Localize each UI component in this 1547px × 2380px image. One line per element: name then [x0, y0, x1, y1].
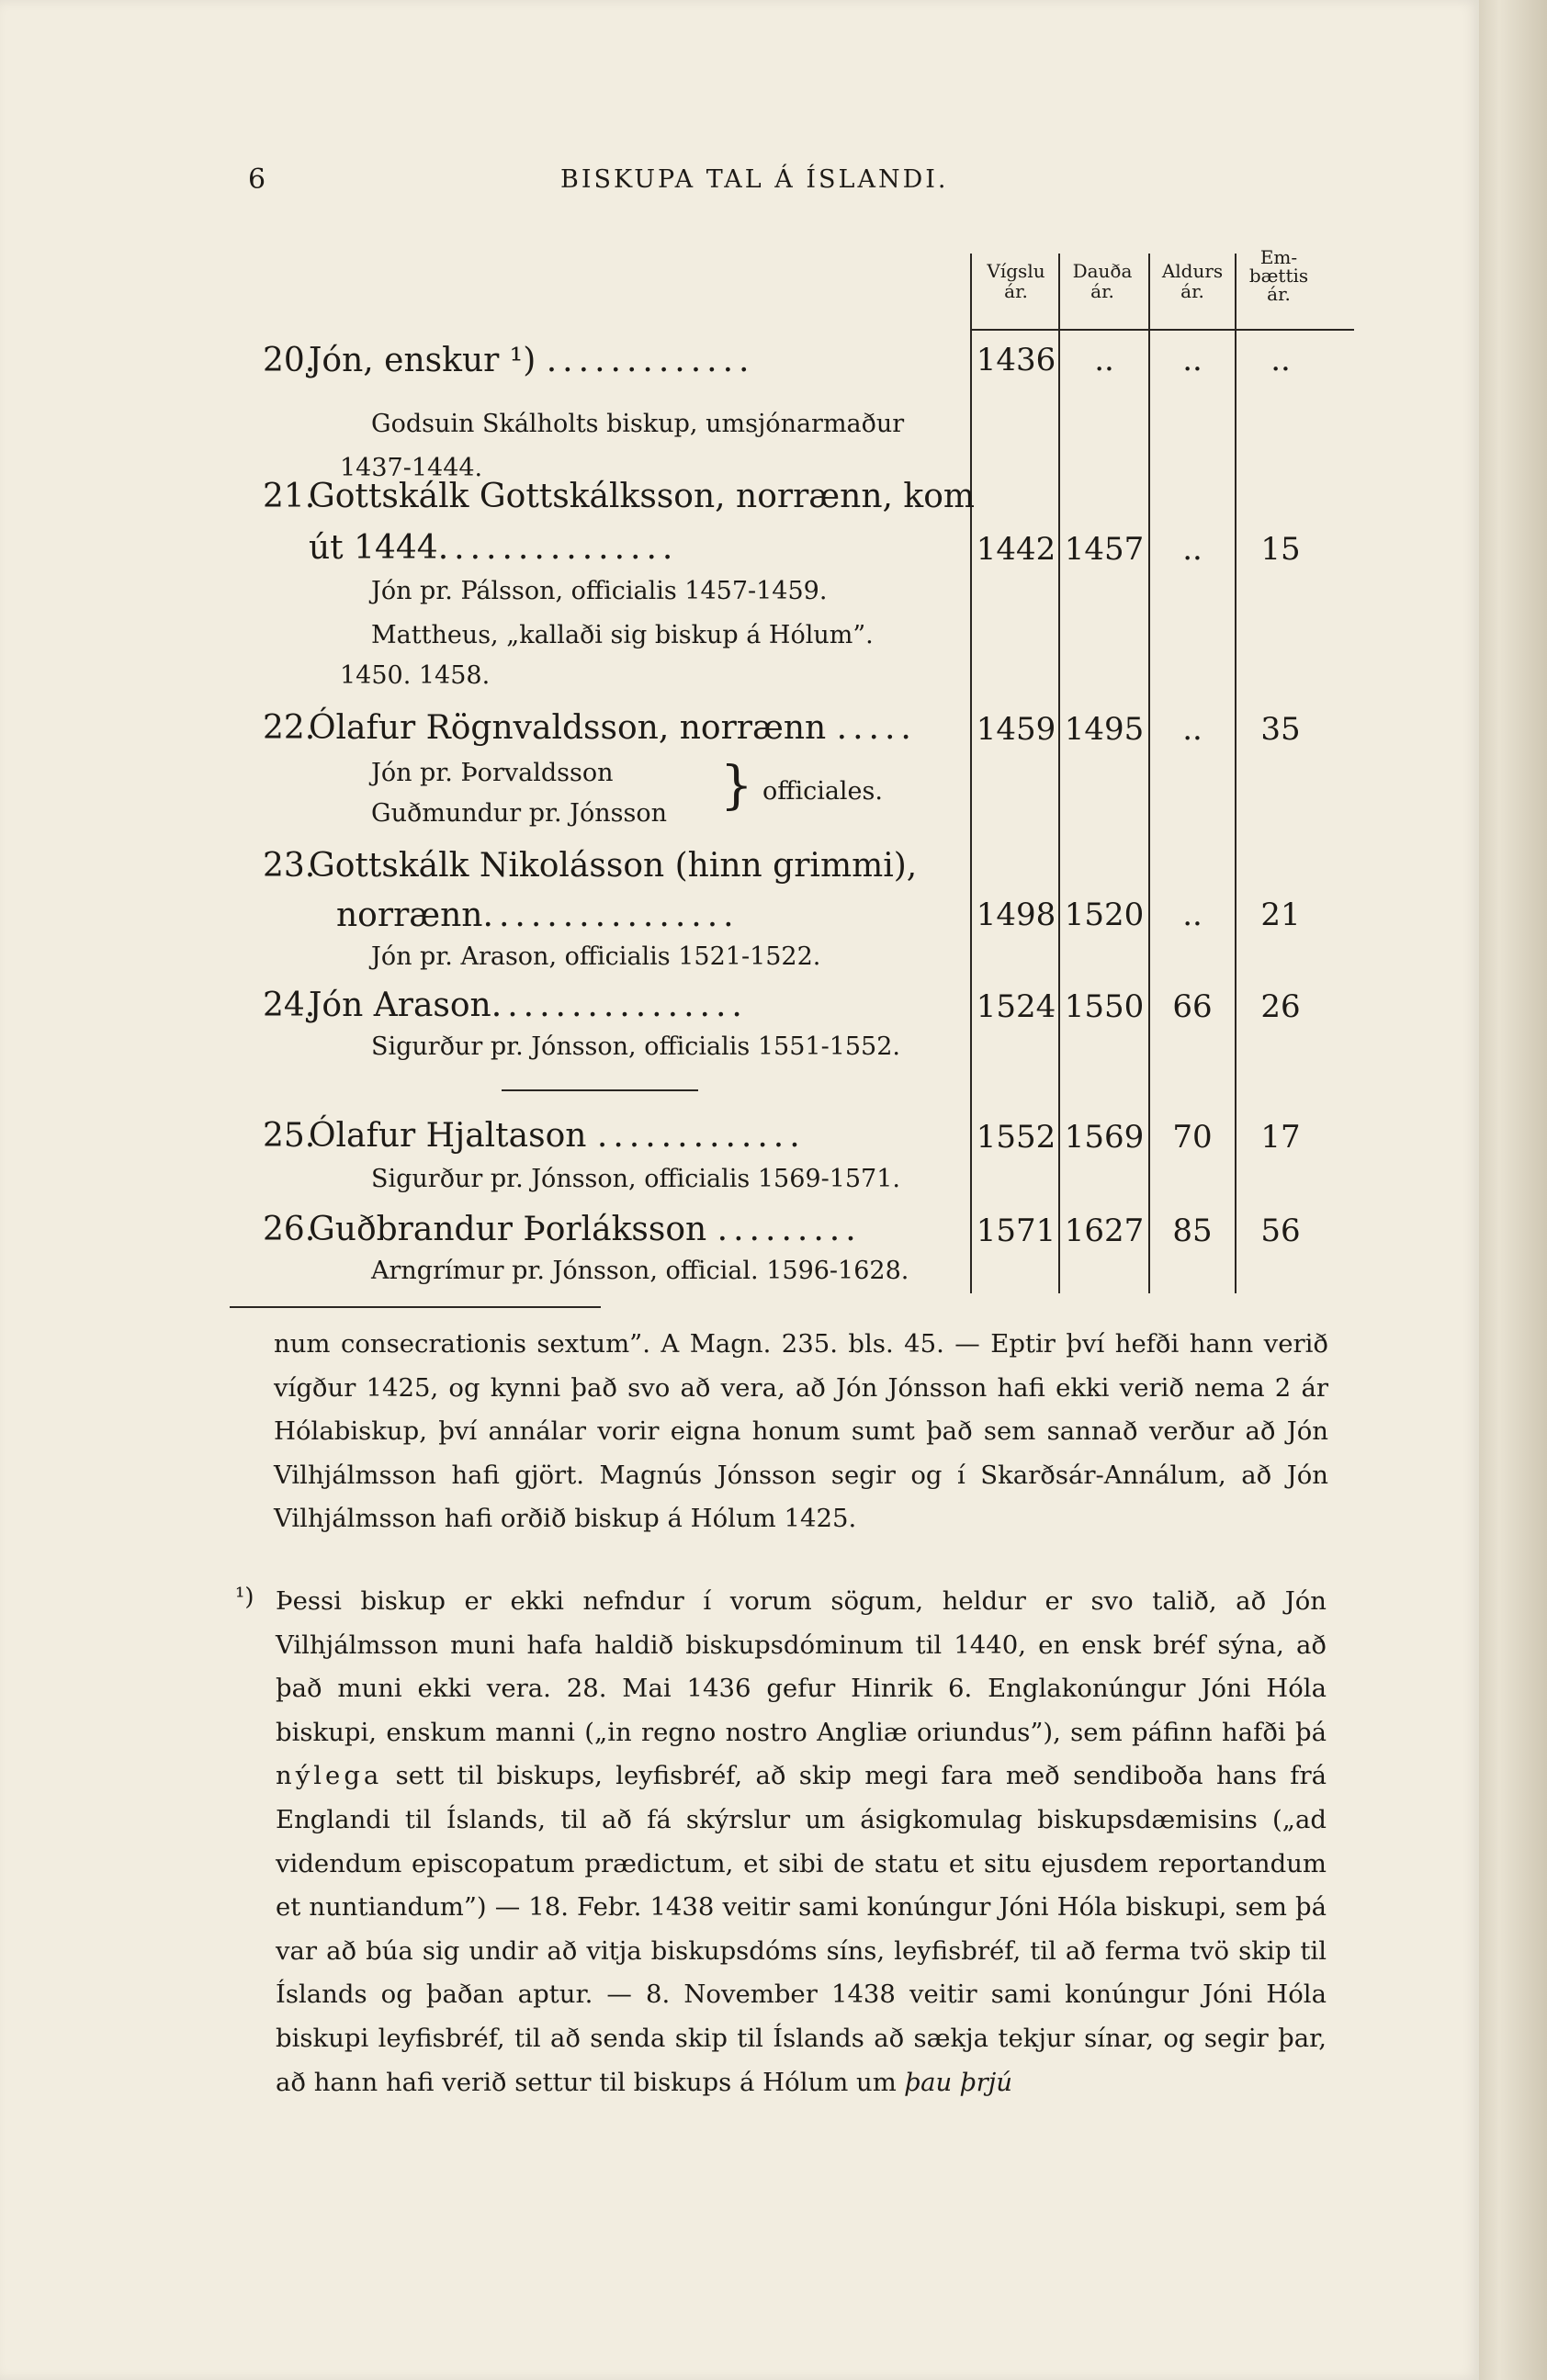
page-edge: [1479, 0, 1547, 2380]
footnote-1-text: [276, 1580, 1327, 2104]
entry-number: 20.: [263, 342, 316, 379]
cell-embaettis: 35: [1260, 711, 1301, 748]
cell-vigslu: 1524: [976, 988, 1056, 1025]
cell-aldurs: 70: [1172, 1119, 1213, 1156]
footnote-continued-text: num consecrationis sextum”. A Magn. 235. bls. 45. — Eptir því hefði hann verið vígður 1425, og kynni það svo að vera, að Jón Jónsson hafi ekki verið nema 2 ár Hólabiskup, því annálar vorir eigna honum sumt það sem sannað verður að Jón Vilhjálmsson hafi gjört. Magnús Jónsson segir og í Skarðsár-Annálum, að Jón Vilhjálmsson hafi orðið biskup á Hólum 1425.: [274, 1329, 1328, 1534]
section-rule: [502, 1089, 698, 1091]
entry-note: Sigurður pr. Jónsson, officialis 1569-1571.: [371, 1165, 900, 1193]
entry-note: 1437-1444.: [340, 454, 483, 482]
footnote-text-part: Þessi biskup er ekki nefndur í vorum sögum, heldur er svo talið, að Jón Vilhjálmsson muni hafa haldið biskupsdóminum til 1440, en ensk bréf sýna, að það muni ekki vera. 28. Mai 1436 gefur Hinrik 6. Englakonúngur Jóni Hóla biskupi, enskum manni („in regno nostro Angliæ oriundus”), sem páfinn hafði þá: [276, 1586, 1327, 1747]
col-head-label: Em-: [1259, 246, 1298, 268]
cell-embaettis: 15: [1260, 531, 1301, 568]
col-head-label: Aldurs: [1161, 260, 1224, 282]
col-head-aldurs: [1148, 261, 1236, 301]
cell-aldurs: ..: [1182, 711, 1203, 748]
cell-aldurs: 85: [1172, 1213, 1213, 1249]
entry-name-text: Ólafur Hjaltason: [309, 1117, 587, 1155]
cell-dauda: 1550: [1064, 988, 1145, 1025]
col-head-label: Vígslu: [987, 260, 1045, 282]
entry-number: 26.: [263, 1211, 316, 1248]
cell-embaettis: 21: [1260, 897, 1301, 933]
cell-embaettis: 56: [1260, 1213, 1301, 1249]
entry-note: officiales.: [762, 777, 883, 806]
cell-embaettis: 26: [1260, 988, 1301, 1025]
cell-aldurs: 66: [1172, 988, 1213, 1025]
running-title: BISKUPA TAL Á ÍSLANDI.: [560, 165, 949, 194]
entry-number: 25.: [263, 1117, 316, 1155]
entry-name: Gottskálk Gottskálksson, norrænn, kom: [309, 478, 976, 515]
entry-note: Mattheus, „kallaði sig biskup á Hólum”.: [371, 621, 874, 649]
cell-dauda: ..: [1094, 342, 1114, 378]
entry-note: Godsuin Skálholts biskup, umsjónarmaður: [371, 410, 905, 438]
page-number: 6: [248, 164, 269, 196]
cell-embaettis: ..: [1270, 342, 1291, 378]
entry-name: Guðbrandur Þorláksson .........: [309, 1211, 862, 1248]
cell-dauda: 1495: [1064, 711, 1145, 748]
entry-name-text: Jón Arason: [309, 987, 491, 1024]
entry-name-text: Jón, enskur ¹): [309, 342, 536, 379]
cell-dauda: 1569: [1064, 1119, 1145, 1156]
col-head-label: ár.: [1267, 283, 1291, 305]
entry-name: Gottskálk Nikolásson (hinn grimmi),: [309, 847, 918, 885]
entry-name: Jón, enskur ¹) .............: [309, 342, 755, 379]
entry-23-line2: norrænn................: [336, 897, 740, 934]
col-head-label: ár.: [1180, 280, 1204, 302]
entry-note: Jón pr. Þorvaldsson: [371, 759, 614, 787]
footnote-text-italic: þau þrjú: [904, 2067, 1013, 2097]
entry-name-text: Guðbrandur Þorláksson: [309, 1211, 707, 1248]
entry-name: Ólafur Hjaltason .............: [309, 1117, 806, 1155]
entry-note: Sigurður pr. Jónsson, officialis 1551-1552.: [371, 1032, 900, 1061]
table-head-rule: [970, 329, 1354, 331]
cell-dauda: 1457: [1064, 531, 1145, 568]
entry-name: út 1444: [309, 529, 438, 567]
entry-number: 22.: [263, 709, 316, 747]
footnote-continued: [274, 1323, 1328, 1541]
col-head-vigslu: [972, 261, 1060, 301]
entry-name: norrænn: [336, 897, 483, 934]
footnote-1: [276, 1580, 1327, 2104]
entry-note: Guðmundur pr. Jónsson: [371, 799, 667, 828]
entry-note: Arngrímur pr. Jónsson, official. 1596-1628.: [371, 1257, 909, 1285]
cell-vigslu: 1442: [976, 531, 1056, 568]
col-head-label: Dauða: [1072, 260, 1133, 282]
entry-note: 1450. 1458.: [340, 661, 491, 690]
cell-aldurs: ..: [1182, 342, 1203, 378]
col-head-embaettis: [1235, 248, 1323, 303]
footnote-text-spaced: nýlega: [276, 1761, 383, 1791]
col-head-label: ár.: [1004, 280, 1028, 302]
entry-name: Ólafur Rögnvaldsson, norrænn .....: [309, 709, 917, 747]
col-head-label: ár.: [1090, 280, 1114, 302]
entry-name: Jón Arason................: [309, 987, 748, 1024]
cell-dauda: 1520: [1064, 897, 1145, 933]
cell-embaettis: 17: [1260, 1119, 1301, 1156]
entry-number: 21.: [263, 478, 316, 515]
footnote-text-part: sett til biskups, leyfisbréf, að skip megi fara með sendiboða hans frá Englandi til Íslands, til að fá skýrslur um ásigkomulag biskupsdæmisins („ad videndum episcopatum prædictum, et sibi de statu et situ ejusdem reportandum et nuntiandum”) — 18. Febr. 1438 veitir sami konúngur Jóni Hóla biskupi, sem þá var að búa sig undir að vitja biskupsdóms síns, leyfisbréf, til að ferma tvö skip til Íslands og þaðan aptur. — 8. November 1438 veitir sami konúngur Jóni Hóla biskupi leyfisbréf, til að senda skip til Íslands að sækja tekjur sínar, og segir þar, að hann hafi verið settur til biskups á Hólum um: [276, 1761, 1327, 2097]
cell-aldurs: ..: [1182, 897, 1203, 933]
footnote-marker: ¹): [235, 1584, 254, 1611]
entry-21-line2: út 1444...............: [309, 529, 679, 567]
cell-dauda: 1627: [1064, 1213, 1145, 1249]
cell-vigslu: 1436: [976, 342, 1056, 378]
cell-vigslu: 1498: [976, 897, 1056, 933]
footnote-rule: [230, 1306, 601, 1308]
cell-vigslu: 1552: [976, 1119, 1056, 1156]
entry-note: Jón pr. Arason, officialis 1521-1522.: [371, 942, 821, 971]
col-head-label: bættis: [1248, 265, 1309, 287]
cell-vigslu: 1459: [976, 711, 1056, 748]
running-header: [248, 164, 1222, 219]
entry-note: Jón pr. Pálsson, officialis 1457-1459.: [371, 577, 828, 605]
entry-name-text: Ólafur Rögnvaldsson, norrænn: [309, 709, 827, 747]
col-head-dauda: [1058, 261, 1146, 301]
entry-number: 24.: [263, 987, 316, 1024]
cell-vigslu: 1571: [976, 1213, 1056, 1249]
entry-number: 23.: [263, 847, 316, 885]
cell-aldurs: ..: [1182, 531, 1203, 568]
brace: }: [720, 756, 753, 816]
